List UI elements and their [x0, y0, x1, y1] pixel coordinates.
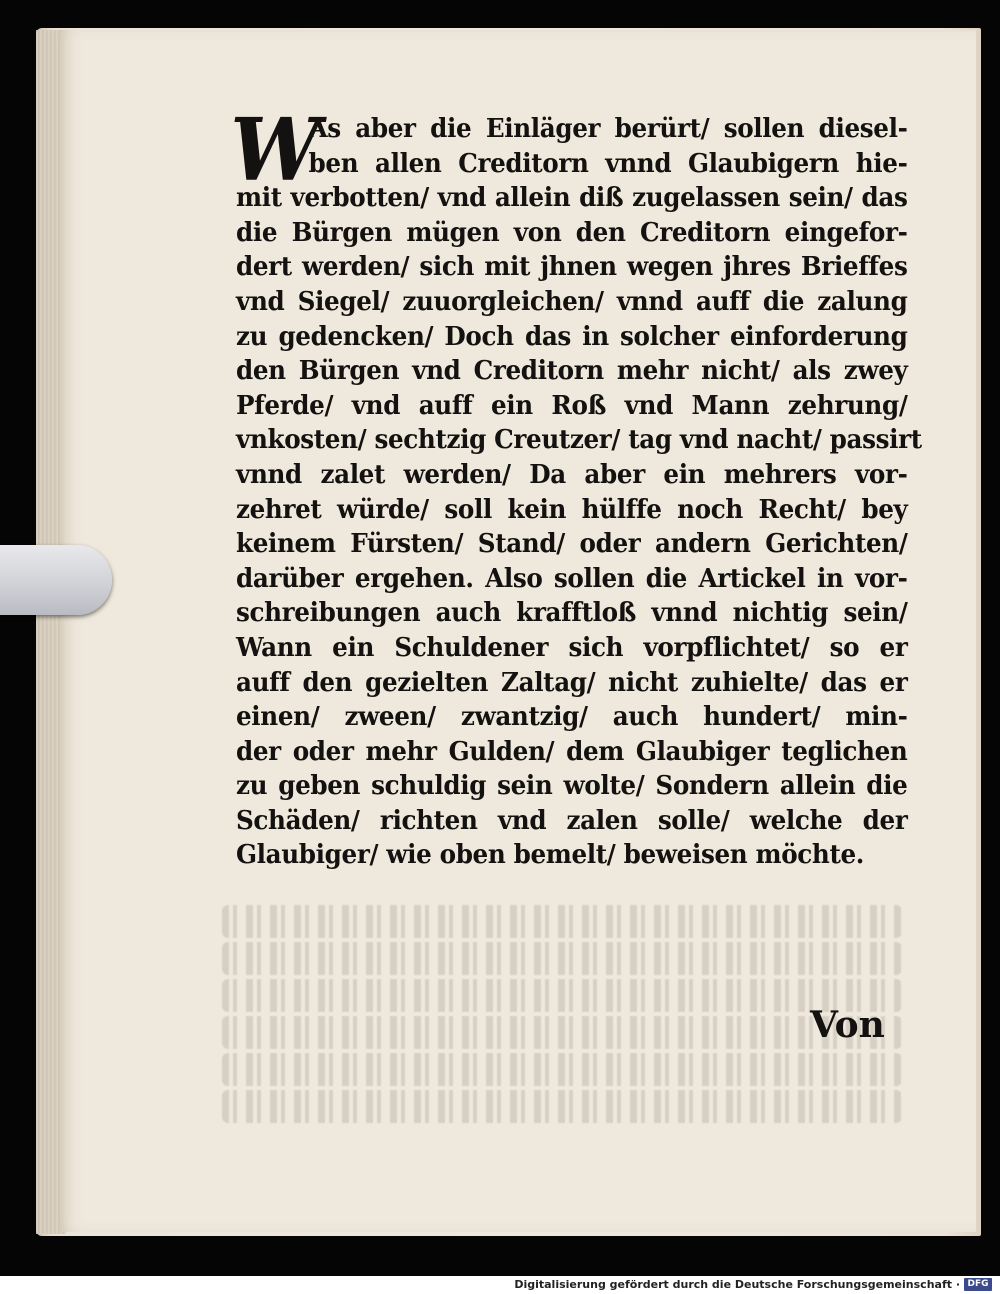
ghost-line [222, 1053, 902, 1086]
catchword: Von [810, 1004, 885, 1046]
text-line: die Bürgen mügen von den Creditorn eingefor- [236, 216, 908, 248]
text-line: Schäden/ richten vnd zalen solle/ welche der [236, 804, 908, 836]
footer-credit: Digitalisierung gefördert durch die Deutsche Forschungsgemeinschaft · [514, 1278, 960, 1291]
ghost-line [222, 979, 902, 1012]
text-line: Glaubiger/ wie oben bemelt/ beweisen möchte. [236, 839, 864, 871]
text-line: darüber ergehen. Also sollen die Artickel in vor- [236, 562, 908, 594]
text-line: ben allen Creditorn vnnd Glaubigern hie- [308, 147, 908, 179]
text-line: vnnd zalet werden/ Da aber ein mehrers vor- [236, 458, 908, 490]
text-line: zehret würde/ soll kein hülffe noch Recht/ bey [236, 493, 908, 525]
text-line: As aber die Einläger berürt/ sollen diesel- [308, 113, 908, 144]
ghost-line [222, 942, 902, 975]
text-line: einen/ zween/ zwantzig/ auch hundert/ min- [236, 701, 908, 733]
text-line: mit verbotten/ vnd allein diß zugelassen sein/ das [236, 182, 908, 214]
ghost-line [222, 905, 902, 938]
body-text [230, 100, 922, 873]
text-line: der oder mehr Gulden/ dem Glaubiger teglichen [236, 735, 908, 767]
drop-cap-initial: W [230, 100, 320, 201]
ghost-line [222, 1090, 902, 1123]
text-line: dert werden/ sich mit jhnen wegen jhres Brieffes [236, 251, 908, 283]
page-clip-tab [0, 545, 112, 615]
text-line: vnd Siegel/ zuuorgleichen/ vnnd auff die zalung [236, 285, 908, 317]
text-line: zu gedencken/ Doch das in solcher einforderung [236, 320, 908, 352]
ghost-line [222, 1016, 902, 1049]
dfg-logo-icon: DFG [964, 1278, 992, 1291]
text-line: vnkosten/ sechtzig Creutzer/ tag vnd nacht/ passirt [236, 424, 922, 456]
text-line: Wann ein Schuldener sich vorpflichtet/ so er [236, 631, 908, 663]
text-line: Pferde/ vnd auff ein Roß vnd Mann zehrung/ [236, 389, 908, 421]
show-through-text [222, 905, 902, 1145]
footer-bar [0, 1276, 1000, 1294]
text-line: den Bürgen vnd Creditorn mehr nicht/ als zwey [236, 355, 908, 387]
text-line: keinem Fürsten/ Stand/ oder andern Gerichten/ [236, 528, 908, 560]
text-line: zu geben schuldig sein wolte/ Sondern allein die [236, 770, 908, 802]
text-line: schreibungen auch krafftloß vnnd nichtig sein/ [236, 597, 908, 629]
text-line: auff den gezielten Zaltag/ nicht zuhielte/ das er [236, 666, 908, 698]
